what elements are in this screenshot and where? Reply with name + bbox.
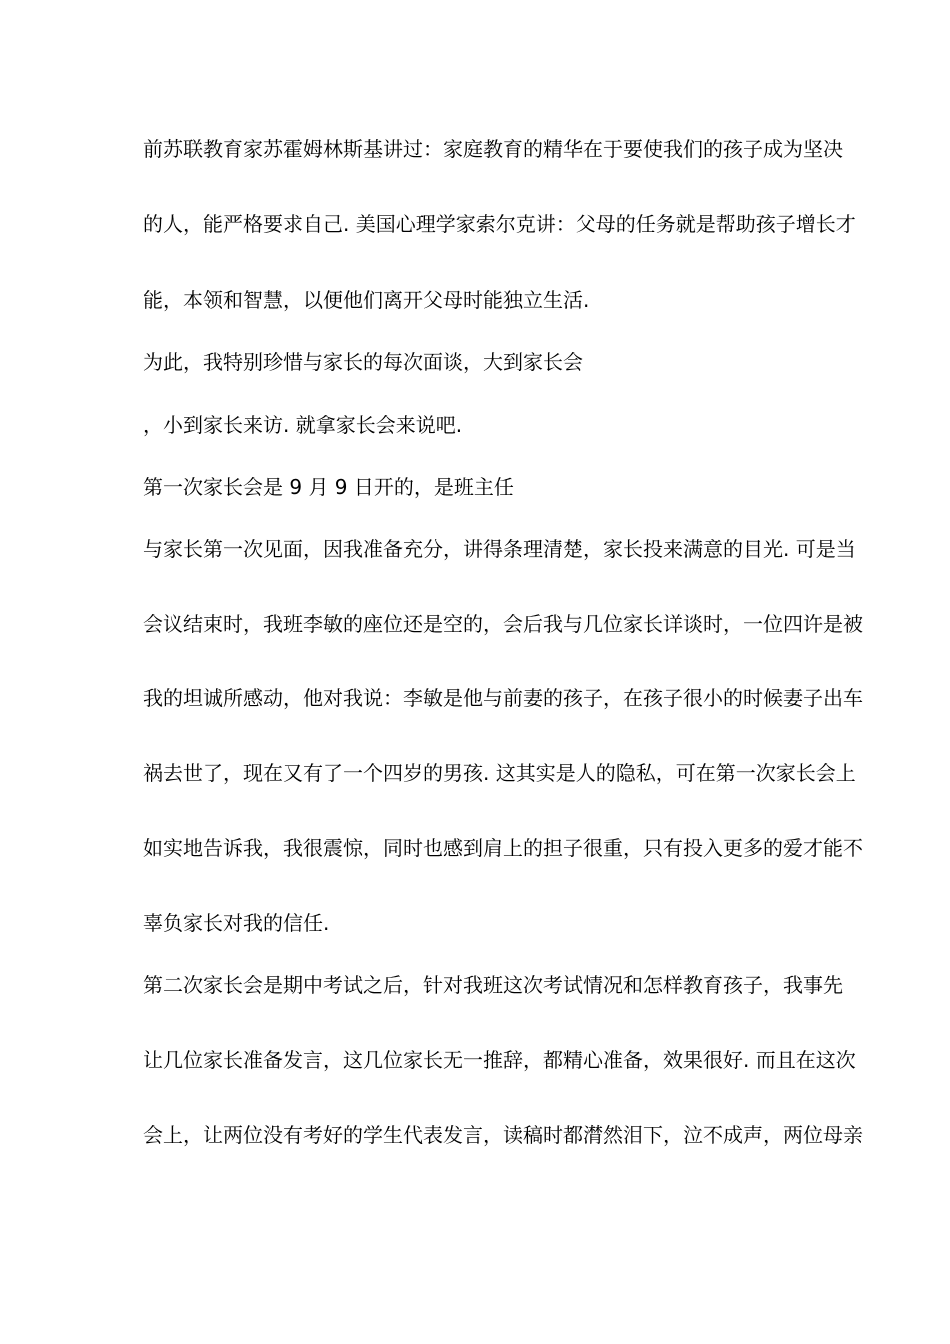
text-line: 如实地告诉我，我很震惊，同时也感到肩上的担子很重，只有投入更多的爱才能不 bbox=[143, 836, 863, 860]
text-line: 的人，能严格要求自己. 美国心理学家索尔克讲：父母的任务就是帮助孩子增长才 bbox=[143, 212, 856, 236]
text-line: 会上，让两位没有考好的学生代表发言，读稿时都潸然泪下，泣不成声，两位母亲 bbox=[143, 1123, 863, 1147]
text-line: 辜负家长对我的信任. bbox=[143, 911, 330, 935]
text-line: 祸去世了，现在又有了一个四岁的男孩. 这其实是人的隐私，可在第一次家长会上 bbox=[143, 761, 856, 785]
text-line: 会议结束时，我班李敏的座位还是空的，会后我与几位家长详谈时，一位四许是被 bbox=[143, 612, 863, 636]
text-line: 第二次家长会是期中考试之后，针对我班这次考试情况和怎样教育孩子，我事先 bbox=[143, 973, 843, 997]
text-line: 与家长第一次见面，因我准备充分，讲得条理清楚，家长投来满意的目光. 可是当 bbox=[143, 537, 856, 561]
text-line: 让几位家长准备发言，这几位家长无一推辞，都精心准备，效果很好. 而且在这次 bbox=[143, 1048, 856, 1072]
text-line: ，小到家长来访. 就拿家长会来说吧. bbox=[143, 413, 463, 437]
text-line: 能，本领和智慧，以便他们离开父母时能独立生活. bbox=[143, 288, 590, 312]
text-line: 前苏联教育家苏霍姆林斯基讲过：家庭教育的精华在于要使我们的孩子成为坚决 bbox=[143, 137, 843, 161]
text-line: 为此，我特别珍惜与家长的每次面谈，大到家长会 bbox=[143, 350, 583, 374]
text-line: 我的坦诚所感动，他对我说：李敏是他与前妻的孩子，在孩子很小的时候妻子出车 bbox=[143, 686, 863, 710]
text-line: 第一次家长会是 9 月 9 日开的，是班主任 bbox=[143, 475, 514, 499]
